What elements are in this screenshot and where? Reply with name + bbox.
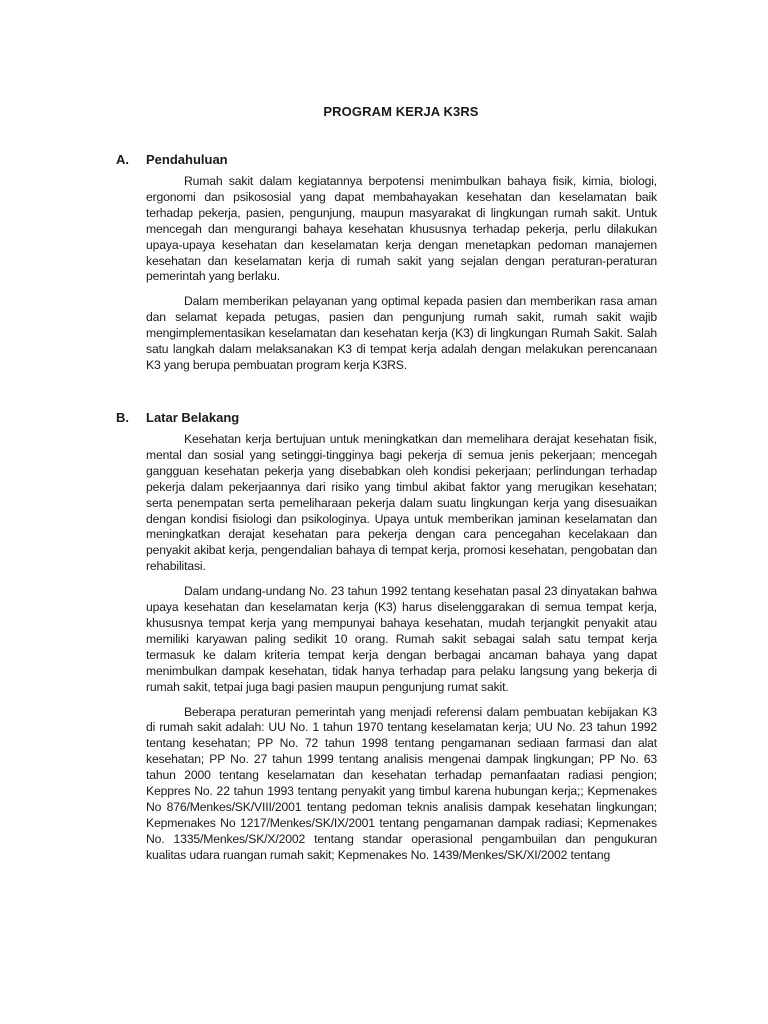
section-title: Latar Belakang (146, 410, 240, 425)
section-body-latar-belakang (146, 432, 657, 864)
paragraph: Beberapa peraturan pemerintah yang menjadi referensi dalam pembuatan kebijakan K3 di rumah sakit adalah: UU No. 1 tahun 1970 tentang keselamatan kerja; UU No. 23 tahun 1992 tentang kesehatan; PP No. 72 tahun 1998 tentang pengamanan sediaan farmasi dan alat kesehatan; PP No. 27 tahun 1999 tentang analisis mengenai dampak lingkungan; PP No. 63 tahun 2000 tentang keselamatan dan kesehatan terhadap pemanfaatan radiasi pengion; Keppres No. 22 tahun 1993 tentang penyakit yang timbul karena hubungan kerja;; Kepmenakes No 876/Menkes/SK/VIII/2001 tentang pedoman teknis analisis dampak kesehatan lingkungan; Kepmenakes No 1217/Menkes/SK/IX/2001 tentang pengamanan dampak radiasi; Kepmenakes No. 1335/Menkes/SK/X/2002 tentang standar operasional pengambuilan dan pengukuran kualitas udara ruangan rumah sakit; Kepmenakes No. 1439/Menkes/SK/XI/2002 tentang (146, 704, 657, 862)
paragraph: Dalam undang-undang No. 23 tahun 1992 tentang kesehatan pasal 23 dinyatakan bahwa upaya kesehatan dan keselamatan kerja (K3) harus diselenggarakan di semua tempat kerja, khususnya tempat kerja yang mempunyai bahaya kesehatan, mudah terjangkit penyakit atau memiliki karyawan paling sedikit 10 orang. Rumah sakit sebagai salah satu tempat kerja termasuk ke dalam kriteria tempat kerja dengan berbagai ancaman bahaya yang dapat menimbulkan dampak kesehatan, tidak hanya terhadap para pelaku langsung yang bekerja di rumah sakit, tetpai juga bagi pasien maupun pengunjung rumat sakit. (146, 584, 657, 694)
document-title: PROGRAM KERJA K3RS (323, 104, 479, 119)
section-letter: A. (116, 152, 129, 167)
section-heading-latar-belakang (116, 409, 239, 426)
section-title: Pendahuluan (146, 152, 228, 167)
paragraph: Dalam memberikan pelayanan yang optimal kepada pasien dan memberikan rasa aman dan selamat kepada petugas, pasien dan pengunjung rumah sakit, rumah sakit wajib mengimplementasikan keselamatan dan kesehatan kerja (K3) di lingkungan Rumah Sakit. Salah satu langkah dalam melaksanakan K3 di tempat kerja adalah dengan melakukan perencanaan K3 yang berupa pembuatan program kerja K3RS. (146, 294, 657, 372)
paragraph: Kesehatan kerja bertujuan untuk meningkatkan dan memelihara derajat kesehatan fisik, mental dan sosial yang setinggi-tingginya bagi pekerja di semua jenis pekerjaan; mencegah gangguan kesehatan pekerja yang disebabkan oleh kondisi pekerjaan; perlindungan terhadap pekerja dalam pekerjaannya dari risiko yang timbul akibat faktor yang merugikan kesehatan; serta penempatan serta pemeliharaan pekerja dalam suatu lingkungan kerja yang disesuaikan dengan kondisi fisiologi dan psikologinya. Upaya untuk memberikan jaminan keselamatan dan meningkatkan derajat kesehatan para pekerja dengan cara pencegahan kecelakaan dan penyakit akibat kerja, pengendalian bahaya di tempat kerja, promosi kesehatan, pengobatan dan rehabilitasi. (146, 432, 657, 574)
section-body-pendahuluan (146, 174, 657, 374)
paragraph: Rumah sakit dalam kegiatannya berpotensi menimbulkan bahaya fisik, kimia, biologi, ergonomi dan psikososial yang dapat membahayakan kesehatan dan keselamatan baik terhadap pekerja, pasien, pengunjung, maupun masyarakat di lingkungan rumah sakit. Untuk mencegah dan mengurangi bahaya kesehatan khususnya terhadap pekerja, perlu dilakukan upaya-upaya kesehatan dan keselamatan kerja dengan menetapkan pedoman manajemen kesehatan dan keselamatan kerja di rumah sakit yang sejalan dengan peraturan-peraturan pemerintah yang berlaku. (146, 174, 657, 284)
section-heading-pendahuluan (116, 151, 228, 168)
section-letter: B. (116, 410, 129, 425)
